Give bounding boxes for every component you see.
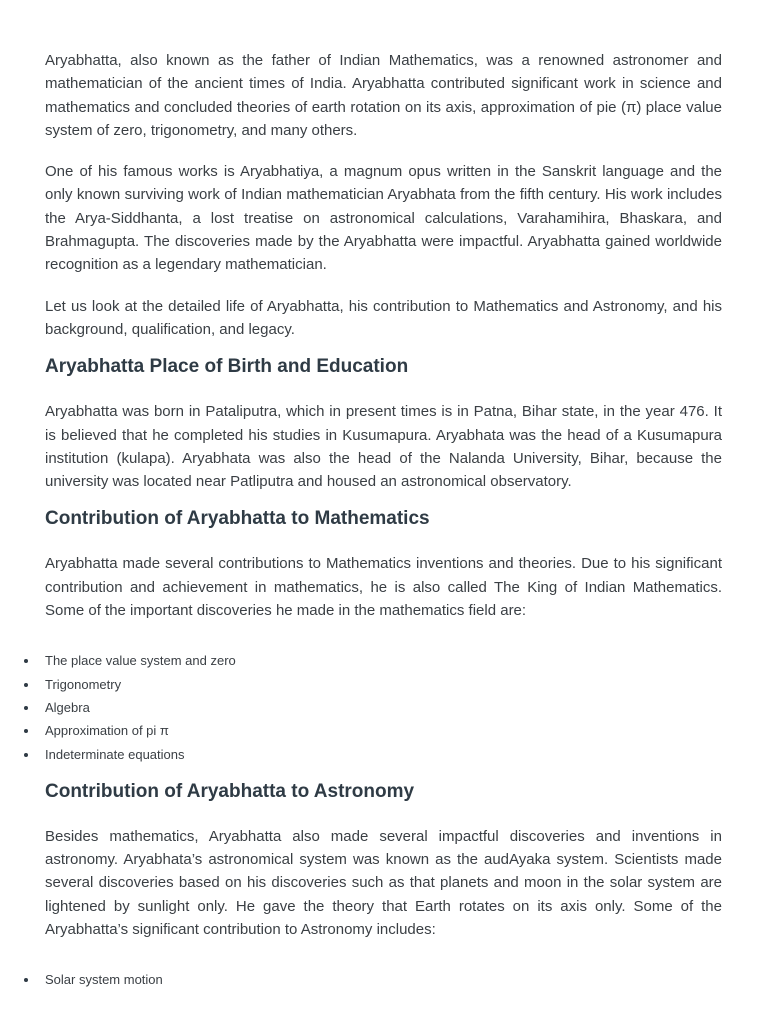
- intro-paragraph-1: Aryabhatta, also known as the father of Indian Mathematics, was a renowned astronomer and mathematician of the ancient times of India. Aryabhatta contributed significant work in science and mathematics and concluded theories of earth rotation on its axis, approximation of pie (π) place value system of zero, trigonometry, and many others.: [45, 52, 722, 139]
- list-item: Trigonometry: [45, 673, 722, 696]
- list-item: The place value system and zero: [45, 649, 722, 672]
- birth-education-heading: Aryabhatta Place of Birth and Education: [45, 356, 409, 378]
- math-contribution-paragraph: Aryabhatta made several contributions to Mathematics inventions and theories. Due to his significant contribution and achievement in mathematics, he is also called The King of Indian Mathematics. Some of the important discoveries he made in the mathematics field are:: [45, 555, 722, 620]
- math-discoveries-list: [45, 649, 722, 765]
- astronomy-contribution-heading: Contribution of Aryabhatta to Astronomy: [45, 780, 415, 802]
- birth-education-paragraph: Aryabhatta was born in Pataliputra, which in present times is in Patna, Bihar state, in the year 476. It is believed that he completed his studies in Kusumapura. Aryabhata was the head of a Kusumapura institution (kulapa). Aryabhata was also the head of the Nalanda University, Bihar, because the university was located near Patliputra and housed an astronomical observatory.: [45, 403, 722, 491]
- astronomy-contribution-paragraph: Besides mathematics, Aryabhatta also made several impactful discoveries and inventions in astronomy. Aryabhata’s astronomical system was known as the audAyaka system. Scientists made several discoveries based on his discoveries such as that planets and moon in the solar system are lightened by sunlight only. He gave the theory that Earth rotates on its axis only. Some of the Aryabhatta’s significant contribution to Astronomy includes:: [45, 827, 722, 939]
- intro-paragraph-2: One of his famous works is Aryabhatiya, a magnum opus written in the Sanskrit language and the only known surviving work of Indian mathematician Aryabhata from the fifth century. His work includes the Arya-Siddhanta, a lost treatise on astronomical calculations, Varahamihira, Bhaskara, and Brahmagupta. The discoveries made by the Aryabhatta were impactful. Aryabhatta gained worldwide recognition as a legendary mathematician.: [45, 163, 722, 274]
- intro-paragraph-3: Let us look at the detailed life of Aryabhatta, his contribution to Mathematics and Astronomy, and his background, qualification, and legacy.: [45, 297, 722, 338]
- list-item: Approximation of pi π: [45, 719, 722, 742]
- math-contribution-heading: Contribution of Aryabhatta to Mathematics: [45, 508, 430, 530]
- article: [45, 49, 722, 992]
- list-item: Indeterminate equations: [45, 743, 722, 766]
- list-item: Solar system motion: [45, 968, 722, 991]
- astronomy-contributions-list: [45, 968, 722, 991]
- list-item: Algebra: [45, 696, 722, 719]
